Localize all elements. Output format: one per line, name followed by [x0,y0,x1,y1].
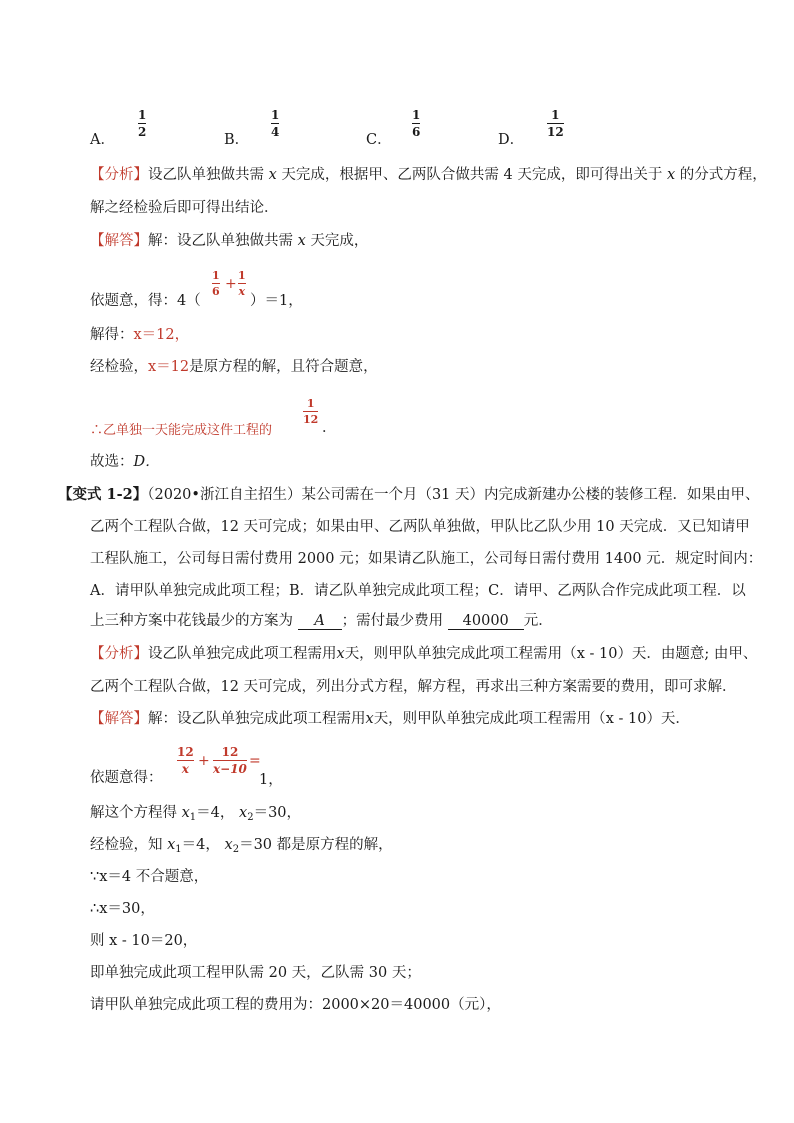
answer-blank-1: A [298,613,342,630]
solution-2-therefore: ∴x＝30， [90,901,155,917]
solution-tag: 【解答】 [90,711,148,727]
solution-tag: 【解答】 [90,233,148,249]
analysis-1-line-1: 【分析】设乙队单独做共需 x 天完成，根据甲、乙两队合做共需 4 天完成，即可得出关于 x 的分式方程， [90,167,767,183]
solution-1-line-1: 【解答】解：设乙队单独做共需 x 天完成， [90,233,369,249]
fraction-one-sixth: 1 6 [212,269,220,298]
solution-2-days: 即单独完成此项工程甲队需 20 天，乙队需 30 天； [90,965,421,981]
option-b-fraction: 1 4 [271,108,280,139]
option-c-label: C． [366,132,392,148]
solution-1-choice: 故选：D． [90,454,160,470]
option-c-fraction: 1 6 [412,108,421,139]
analysis-2-line-1: 【分析】设乙队单独完成此项工程需用x天，则甲队单独完成此项工程需用（x - 10）天．由题意; 由甲、 [90,646,758,662]
solution-2-because: ∵x＝4 不合题意， [90,869,209,885]
solution-2-then: 则 x - 10＝20， [90,933,198,949]
variant-line-2: 乙两个工程队合做，12 天可完成；如果由甲、乙两队单独做，甲队比乙队少用 10 天完成．又已知请甲 [90,519,750,535]
option-a-fraction: 1 2 [138,108,147,139]
variant-line-1: 【变式 1-2】（2020•浙江自主招生）某公司需在一个月（31 天）内完成新建办公楼的装修工程．如果由甲、 [58,486,760,503]
option-a-label: A． [90,132,115,148]
solution-2-line-1: 【解答】解：设乙队单独完成此项工程需用x天，则甲队单独完成此项工程需用（x - 10）天． [90,711,690,727]
fraction-12-over-x-minus-10: 12 x−10 [213,745,247,776]
variant-line-3: 工程队施工，公司每日需付费用 2000 元；如果请乙队施工，公司每日需付费用 1400 元．规定时间内： [90,551,763,567]
analysis-tag: 【分析】 [90,646,148,662]
variant-line-5: 上三种方案中花钱最少的方案为 A ；需付最少费用 40000 元． [90,613,553,629]
answer-blank-2: 40000 [448,613,524,630]
solution-2-check: 经检验，知 $x_1=4$， $x_2=30$ 都是原方程的解， [90,837,393,855]
analysis-1-line-2: 解之经检验后即可得出结论． [90,200,279,216]
option-d-label: D． [498,132,525,148]
fraction-one-twelfth: 1 12 [303,397,319,426]
solution-1-solve: 解得：x＝12， [90,327,190,343]
option-b-label: B． [224,132,250,148]
solution-2-cost: 请甲队单独完成此项工程的费用为：2000×20＝40000（元）， [90,997,501,1013]
option-d-fraction: 1 12 [547,108,564,139]
fraction-12-over-x: 12 x [177,745,194,776]
analysis-2-line-2: 乙两个工程队合做，12 天可完成，列出分式方程，解方程，再求出三种方案需要的费用，即可求解． [90,679,737,695]
variant-line-4: A．请甲队单独完成此项工程；B．请乙队单独完成此项工程；C．请甲、乙两队合作完成此项工程．以 [90,583,746,599]
variant-tag: 【变式 1-2】 [58,486,148,503]
solution-2-roots: 解这个方程得 $x_1=4$， $x_2=30$， [90,805,302,823]
analysis-tag: 【分析】 [90,167,148,183]
solution-1-check: 经检验，x＝12是原方程的解，且符合题意， [90,359,378,375]
fraction-one-over-x: 1 x [238,269,246,298]
